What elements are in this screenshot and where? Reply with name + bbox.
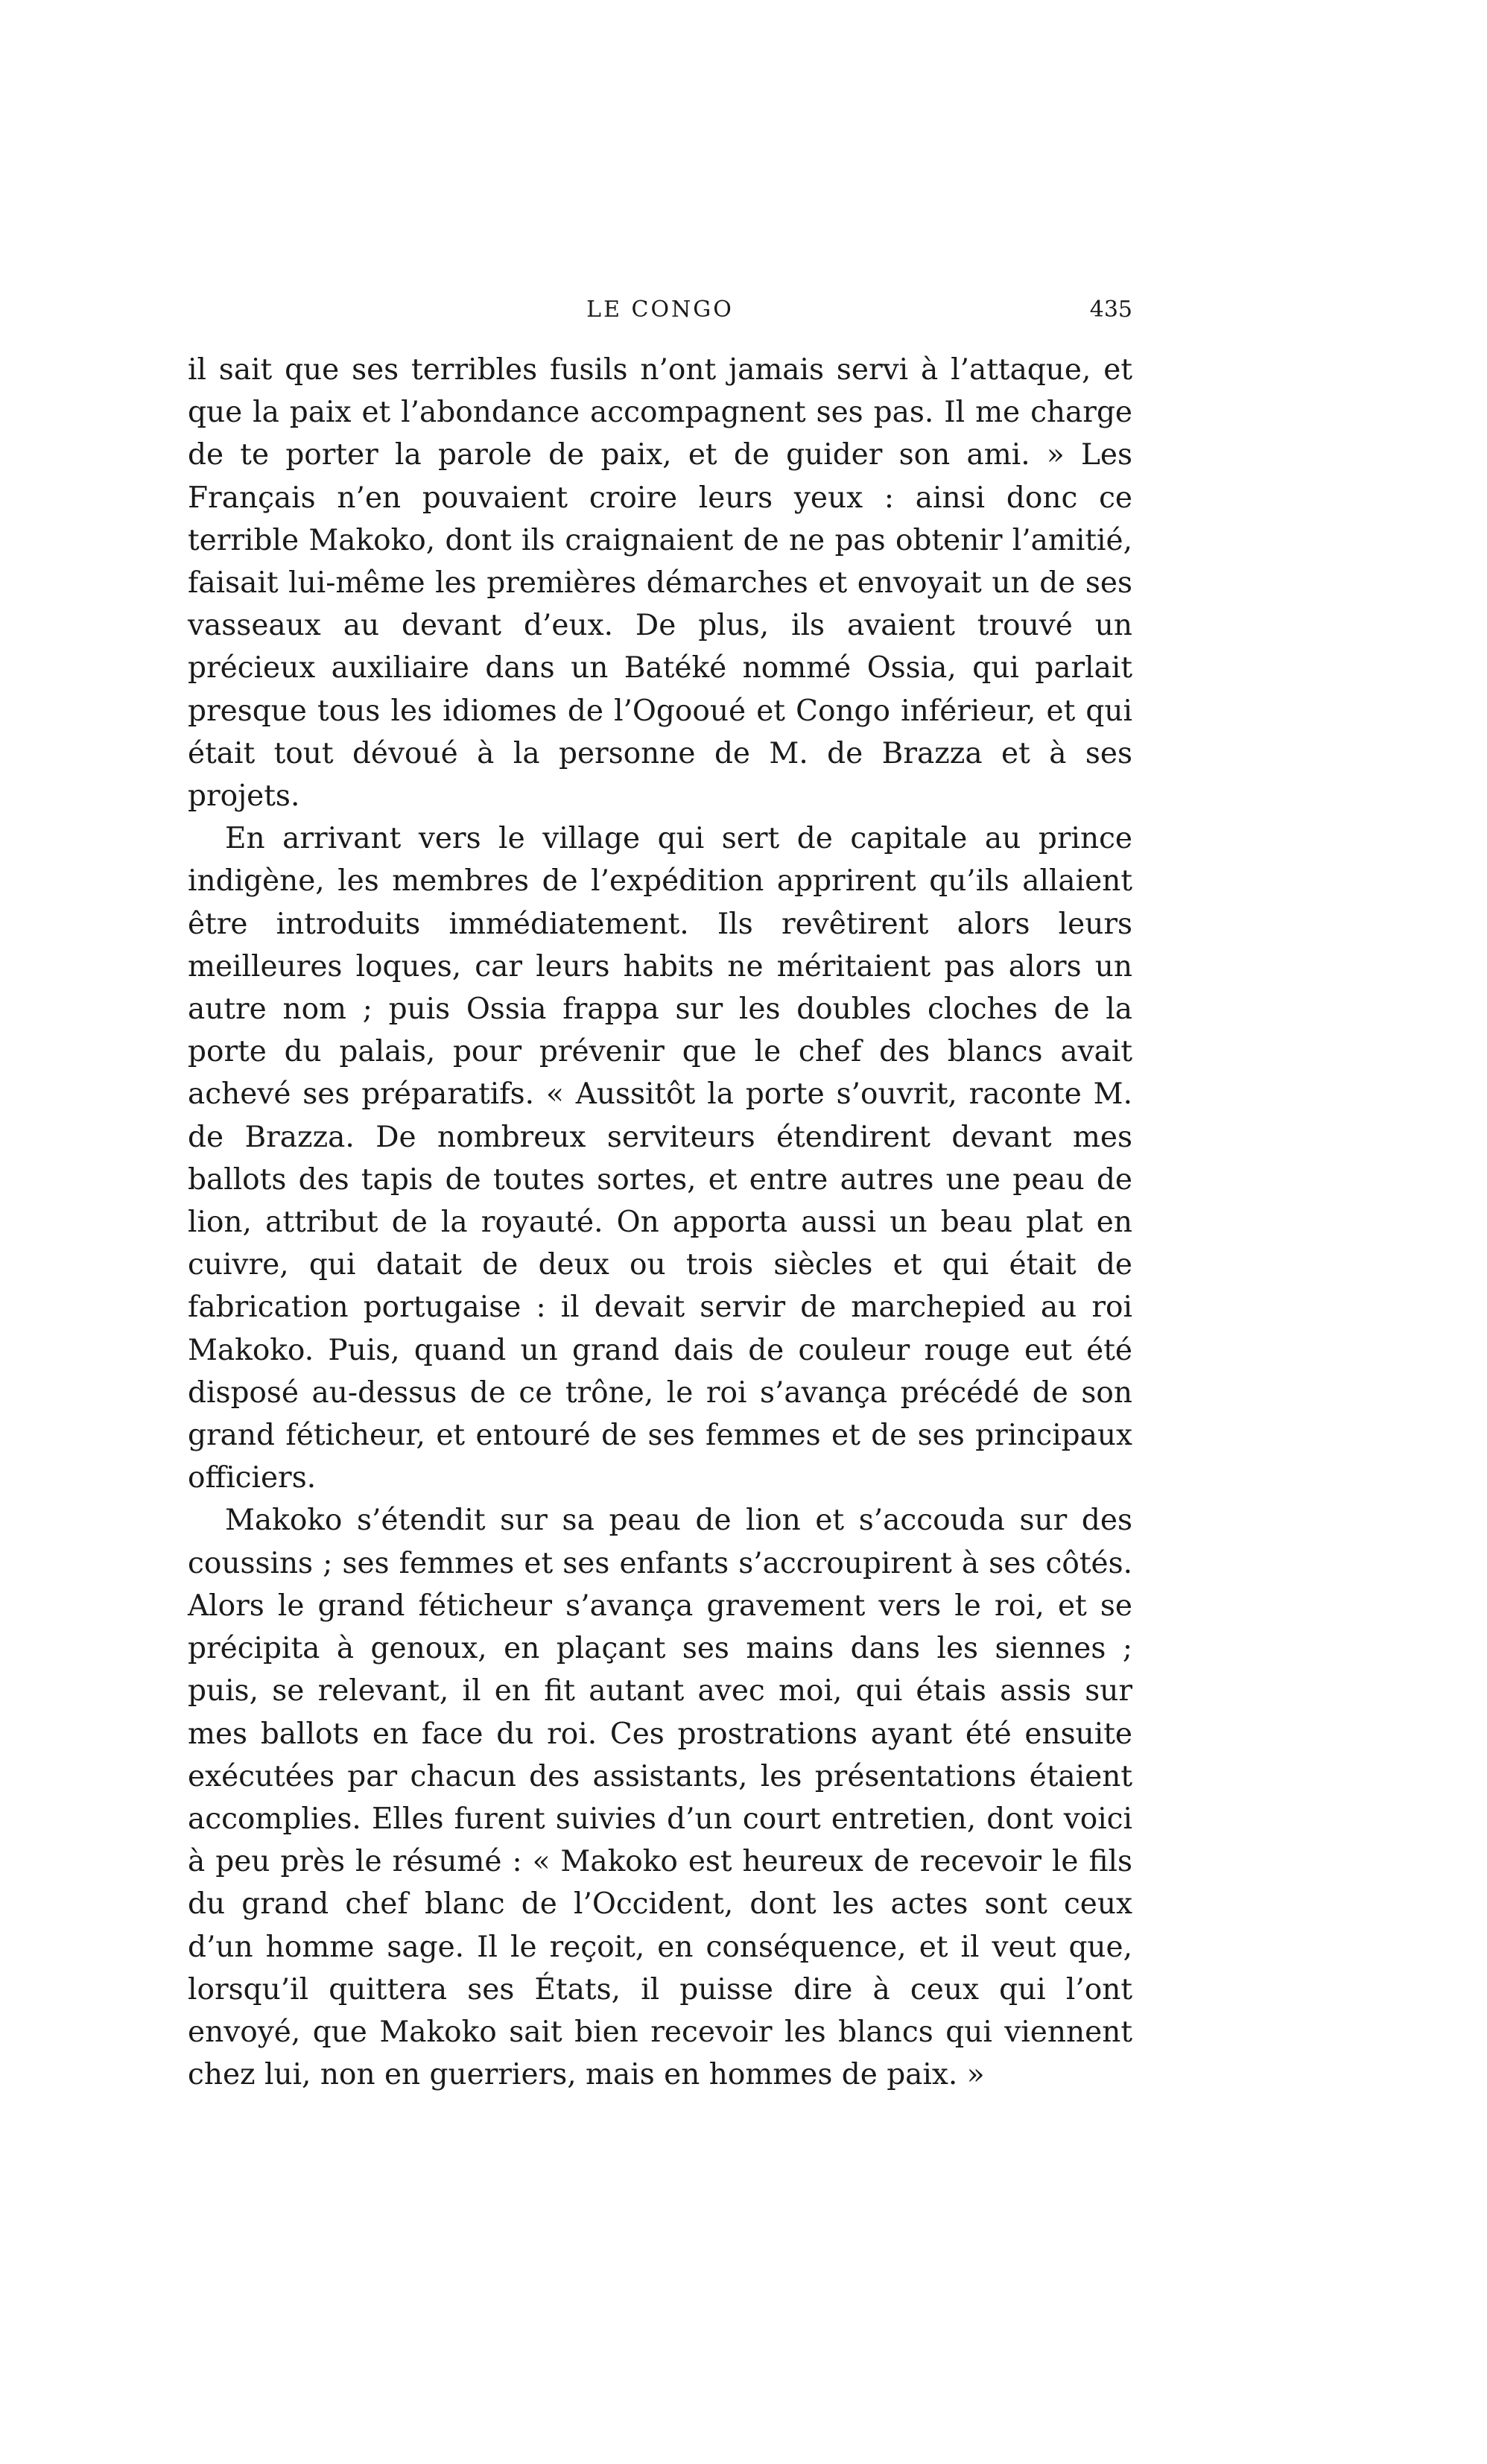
paragraph-arrival: En arrivant vers le village qui sert de capitale au prince indigène, les membres de l’expédition apprirent qu’ils allaient être introduits immédiatement. Ils revêtirent alors leurs meilleures loques, car leurs habits ne méritaient pas alors un autre nom ; puis Ossia frappa sur les doubles cloches de la porte du palais, pour prévenir que le chef des blancs avait achevé ses préparatifs. « Aussitôt la porte s’ouvrit, raconte M. de Brazza. De nombreux serviteurs étendirent devant mes ballots des tapis de toutes sortes, et entre autres une peau de lion, attribut de la royauté. On apporta aussi un beau plat en cuivre, qui datait de deux ou trois siècles et qui était de fabrication portugaise : il devait servir de marchepied au roi Makoko. Puis, quand un grand dais de couleur rouge eut été disposé au-dessus de ce trône, le roi s’avança précédé de son grand féticheur, et entouré de ses femmes et de ses principaux officiers. — [188, 822, 1132, 1495]
running-head — [188, 297, 1132, 341]
running-title: LE CONGO — [586, 297, 734, 323]
paragraph-continued: il sait que ses terribles fusils n’ont jamais servi à l’attaque, et que la paix et l’abondance accompagnent ses pas. Il me charge de te porter la parole de paix, et de guider son ami. » Les Français n’en pouvaient croire leurs yeux : ainsi donc ce terrible Makoko, dont ils craignaient de ne pas obtenir l’amitié, faisait lui-même les premières démarches et envoyait un de ses vasseaux au devant d’eux. De plus, ils avaient trouvé un précieux auxiliaire dans un Batéké nommé Ossia, qui parlait presque tous les idiomes de l’Ogooué et Congo inférieur, et qui était tout dévoué à la personne de M. de Brazza et à ses projets. — [188, 353, 1132, 814]
body-text — [188, 349, 1132, 2096]
paragraph-makoko: Makoko s’étendit sur sa peau de lion et s’accouda sur des coussins ; ses femmes et ses enfants s’accroupirent à ses côtés. Alors le grand féticheur s’avança gravement vers le roi, et se précipita à genoux, en plaçant ses mains dans les siennes ; puis, se relevant, il en fit autant avec moi, qui étais assis sur mes ballots en face du roi. Ces prostrations ayant été ensuite exécutées par chacun des assistants, les présentations étaient accomplies. Elles furent suivies d’un court entretien, dont voici à peu près le résumé : « Makoko est heureux de recevoir le fils du grand chef blanc de l’Occident, dont les actes sont ceux d’un homme sage. Il le reçoit, en conséquence, et il veut que, lorsqu’il quittera ses États, il puisse dire à ceux qui l’ont envoyé, que Makoko sait bien recevoir les blancs qui viennent chez lui, non en guerriers, mais en hommes de paix. » — [188, 1504, 1132, 2092]
page-number: 435 — [1089, 297, 1132, 323]
